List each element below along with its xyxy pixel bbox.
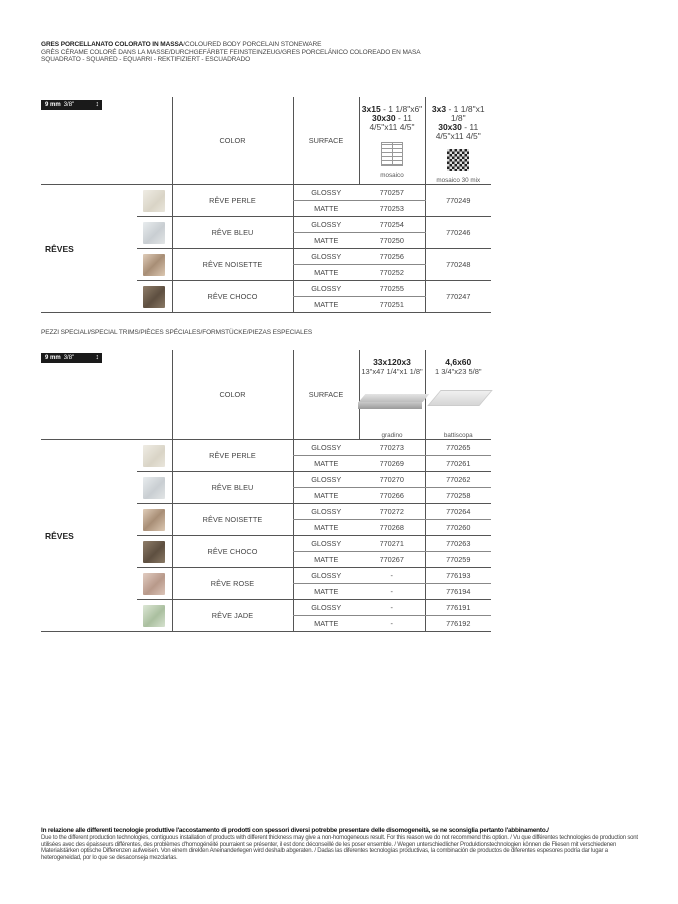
color-name: RÊVE ROSE: [172, 568, 293, 600]
format-battiscopa-header: 4,6x60 1 3/4"x23 5/8" battiscopa: [425, 350, 491, 440]
special-trims-title: PEZZI SPECIALI/SPECIAL TRIMS/PIÈCES SPÉCIALES/FORMSTÜCKE/PIEZAS ESPECIALES: [41, 329, 313, 336]
swatch-bleu: [143, 477, 165, 499]
header-line-1: GRES PORCELLANATO COLORATO IN MASSA/COLOURED BODY PORCELAIN STONEWARE: [41, 41, 322, 48]
series-name: RÊVES: [41, 440, 137, 632]
swatch-bleu: [143, 222, 165, 244]
swatch-rose: [143, 573, 165, 595]
format-mosaico-mix-header: 3x3 - 1 1/8"x1 1/8" 30x30 - 11 4/5"x11 4/5" mosaico 30 mix: [425, 97, 491, 185]
color-header: COLOR: [172, 350, 293, 440]
color-name: RÊVE CHOCO: [172, 281, 293, 313]
color-name: RÊVE PERLE: [172, 185, 293, 217]
mosaic-mix-icon: [447, 149, 469, 171]
color-name: RÊVE BLEU: [172, 472, 293, 504]
color-name: RÊVE NOISETTE: [172, 249, 293, 281]
stair-tread-icon: [360, 386, 430, 416]
swatch-perle: [143, 190, 165, 212]
thickness-badge: 9 mm 3/8" ↕: [41, 100, 102, 110]
header-line-3: SQUADRATO - SQUARED - EQUARRI - REKTIFIZIERT - ESCUADRADO: [41, 56, 251, 63]
swatch-jade: [143, 605, 165, 627]
color-header: COLOR: [172, 97, 293, 185]
skirting-icon: [426, 388, 492, 412]
header-line-2: GRÈS CÉRAME COLORÉ DANS LA MASSE/DURCHGEFÄRBTE FEINSTEINZEUG/GRES PORCELÁNICO COLOREADO EN MASA: [41, 48, 421, 56]
color-name: RÊVE NOISETTE: [172, 504, 293, 536]
thickness-arrow-icon: ↕: [95, 354, 99, 361]
format-mosaico-header: 3x15 - 1 1/8"x6" 30x30 - 11 4/5"x11 4/5" mosaico: [359, 97, 425, 185]
thickness-badge: 9 mm 3/8" ↕: [41, 353, 102, 363]
swatch-perle: [143, 445, 165, 467]
surface-header: SURFACE: [293, 350, 359, 440]
swatch-choco: [143, 541, 165, 563]
surface-header: SURFACE: [293, 97, 359, 185]
thickness-cell: [41, 350, 172, 440]
color-name: RÊVE PERLE: [172, 440, 293, 472]
color-name: RÊVE JADE: [172, 600, 293, 632]
page-header: [41, 41, 421, 64]
product-table-mosaics: 9 mm 3/8" ↕ COLOR SURFACE 3x15 - 1 1/8"x6" 30x30 - 11 4/5"x11 4/5" mosaico 3x3 - 1 1/8"x1 1/8" 30x30 - 11 4/5"x11 4/5" mosaico 30 mix RÊVES RÊVE PERLE GLOSSY 770257 770249 MATTE 770253 RÊVE BLEU GLOSSY 770254 770246 MATTE 770250 RÊVE NOISETTE GLOSSY 770256 770248 MATTE 770252 RÊVE CHOCO GLOSSY 770255 770247 MATTE 770251: [41, 97, 491, 313]
swatch-choco: [143, 286, 165, 308]
thickness-cell: [41, 97, 172, 185]
series-name: RÊVES: [41, 185, 137, 313]
swatch-noisette: [143, 509, 165, 531]
swatch-noisette: [143, 254, 165, 276]
thickness-arrow-icon: ↕: [95, 101, 99, 108]
footer-disclaimer: In relazione alle differenti tecnologie produttive l'accostamento di prodotti con spessori diversi potrebbe presentare delle disomogeneità, se ne sconsiglia pertanto l'abbinamento./ Due to the different production technologies, contiguous installation of products with different thickness may give a non-homogeneous result. For this reason we do not recommend this option. / Vu que différentes technologies de production sont utilisées avec des épaisseurs différentes, des problèmes d'homogénéité pourraient se présenter, il est donc déconseillé de les poser ensemble. / Wegen unterschiedlicher Produktionstechnologien können die Fliesen mit verschiedenen Materialstärken optische Differenzen aufweisen. Von einem direkten Aneinanderlegen wird deshalb abgeraten. / Dadas las diferentes tecnologías productivas, la combinación de productos de diferentes espesores podría dar lugar a heterogeneidad, por lo que se desaconseja mezclarlas.: [41, 827, 638, 862]
mosaic-icon: [381, 142, 403, 166]
product-table-special-trims: 9 mm 3/8" ↕ COLOR SURFACE 33x120x3 13"x47 1/4"x1 1/8" gradino 4,6x60 1 3/4"x23 5/8" battiscopa RÊVES RÊVE PERLE GLOSSY 770273 770265 MATTE 770269 770261 RÊVE BLEU GLOSSY 770270 770262 MATTE 770266 770258 RÊVE NOISETTE GLOSSY 770272 770264 MATTE 770268 770260 RÊVE CHOCO GLOSSY 770271 770263 MATTE 770267 770259 RÊVE ROSE GLOSSY - 776193 MATTE - 776194 RÊVE JADE GLOSSY - 776191 MATTE - 776192: [41, 350, 491, 632]
format-gradino-header: 33x120x3 13"x47 1/4"x1 1/8" gradino: [359, 350, 425, 440]
color-name: RÊVE BLEU: [172, 217, 293, 249]
color-name: RÊVE CHOCO: [172, 536, 293, 568]
